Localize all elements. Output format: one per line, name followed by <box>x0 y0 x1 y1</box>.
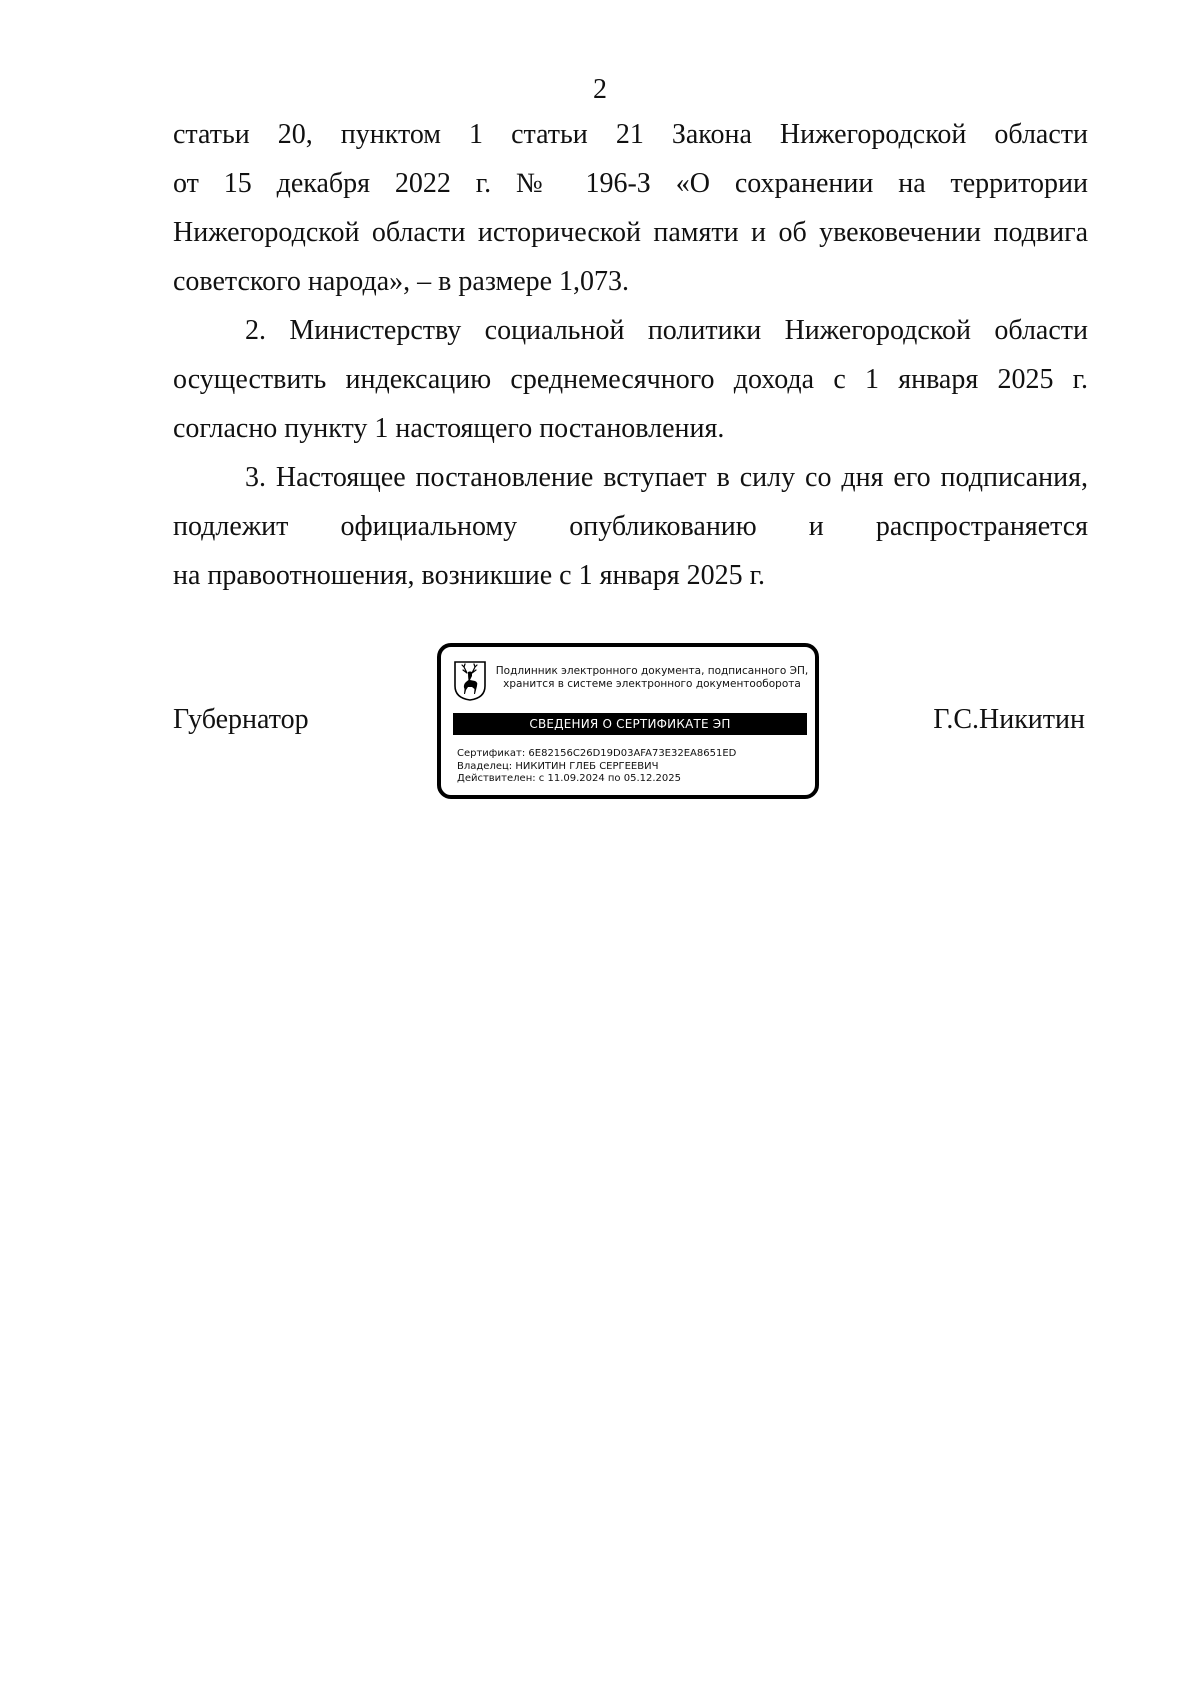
text-line: статьи 20, пунктом 1 статьи 21 Закона Нижегородской области <box>173 119 1088 150</box>
stamp-header <box>491 665 813 691</box>
text-line: на правоотношения, возникшие с 1 января 2025 г. <box>173 560 765 591</box>
text-line: советского народа», – в размере 1,073. <box>173 266 630 297</box>
text-line: от 15 декабря 2022 г. № 196-З «О сохранении на территории <box>173 168 1088 199</box>
paragraph-item-3 <box>173 453 1088 600</box>
text-line: подлежит официальному опубликованию и распространяется <box>173 511 1088 542</box>
text-line: Нижегородской области исторической памяти и об увековечении подвига <box>173 217 1088 248</box>
text-line: осуществить индексацию среднемесячного дохода с 1 января 2025 г. <box>173 364 1088 395</box>
stamp-header-line: хранится в системе электронного документооборота <box>503 678 801 690</box>
text-line: согласно пункту 1 настоящего постановления. <box>173 413 725 444</box>
stamp-title-bar: СВЕДЕНИЯ О СЕРТИФИКАТЕ ЭП <box>453 713 807 735</box>
nizhny-novgorod-deer-emblem-icon <box>453 660 487 702</box>
signer-name: Г.С.Никитин <box>933 704 1085 735</box>
paragraph-continuation <box>173 110 1088 306</box>
paragraph-item-2 <box>173 306 1088 453</box>
document-body <box>173 110 1088 600</box>
text-line: 3. Настоящее постановление вступает в силу со дня его подписания, <box>245 462 1088 493</box>
certificate-validity: Действителен: с 11.09.2024 по 05.12.2025 <box>457 773 681 784</box>
page-number: 2 <box>593 74 607 105</box>
text-line: 2. Министерству социальной политики Нижегородской области <box>245 315 1088 346</box>
certificate-owner: Владелец: НИКИТИН ГЛЕБ СЕРГЕЕВИЧ <box>457 760 659 772</box>
signer-position: Губернатор <box>173 704 309 735</box>
certificate-number: Сертификат: 6E82156C26D19D03AFA73E32EA8651ED <box>457 748 737 759</box>
electronic-signature-stamp <box>437 643 819 799</box>
stamp-header-line: Подлинник электронного документа, подписанного ЭП, <box>495 665 809 677</box>
stamp-certificate-details <box>457 748 736 786</box>
